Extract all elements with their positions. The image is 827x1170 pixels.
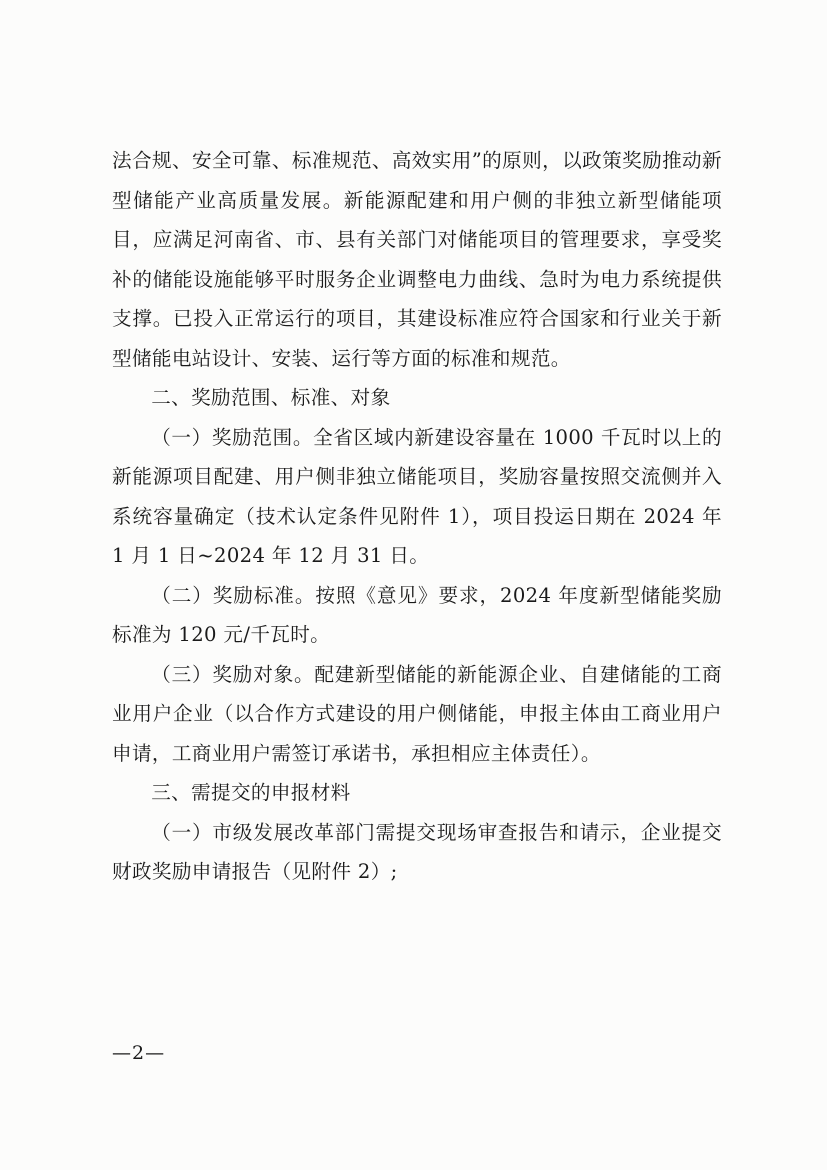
document-body	[112, 141, 722, 892]
paragraph-reward-scope: （一）奖励范围。全省区域内新建设容量在 1000 千瓦时以上的新能源项目配建、用户侧非独立储能项目，奖励容量按照交流侧并入系统容量确定（技术认定条件见附件 1），项目投运日期在 2024 年 1 月 1 日~2024 年 12 月 31 日。	[112, 425, 722, 567]
page-number: —2—	[112, 1042, 166, 1064]
section-heading-3: 三、需提交的申报材料	[151, 781, 351, 804]
paragraph-reward-target: （三）奖励对象。配建新型储能的新能源企业、自建储能的工商业用户企业（以合作方式建设的用户侧储能，申报主体由工商业用户申请，工商业用户需签订承诺书，承担相应主体责任）。	[112, 662, 722, 765]
paragraph-materials-1: （一）市级发展改革部门需提交现场审查报告和请示，企业提交财政奖励申请报告（见附件 2）;	[112, 820, 722, 883]
paragraph-principles: 法合规、安全可靠、标准规范、高效实用”的原则，以政策奖励推动新型储能产业高质量发展。新能源配建和用户侧的非独立新型储能项目，应满足河南省、市、县有关部门对储能项目的管理要求，享受奖补的储能设施能够平时服务企业调整电力曲线、急时为电力系统提供支撑。已投入正常运行的项目，其建设标准应符合国家和行业关于新型储能电站设计、安装、运行等方面的标准和规范。	[112, 149, 722, 370]
section-heading-2: 二、奖励范围、标准、对象	[151, 386, 391, 409]
paragraph-reward-standard: （二）奖励标准。按照《意见》要求，2024 年度新型储能奖励标准为 120 元/千瓦时。	[112, 583, 722, 646]
